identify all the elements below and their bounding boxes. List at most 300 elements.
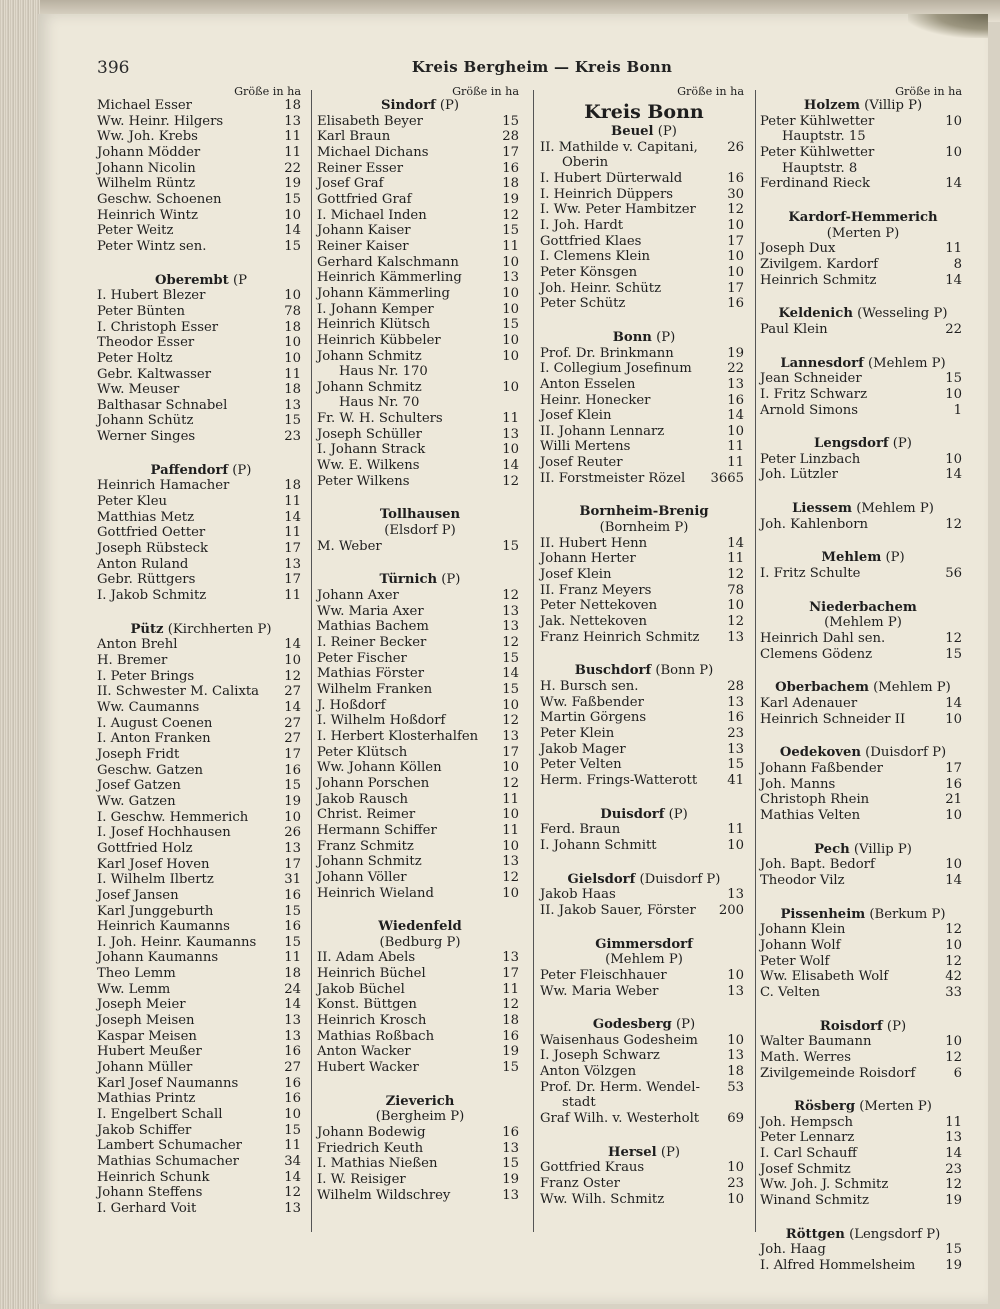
owner-name: Theodor Esser: [97, 335, 195, 351]
owner-name: Joseph Fridt: [97, 746, 180, 762]
place-parish: (P): [671, 1017, 696, 1033]
area-ha: 13: [284, 113, 301, 129]
owner-name: Jakob Schiffer: [97, 1122, 192, 1138]
area-ha: 19: [727, 345, 744, 361]
owner-row: [317, 854, 523, 870]
owner-row: [97, 208, 305, 224]
owner-row: [97, 98, 305, 114]
owner-row: [540, 155, 748, 171]
owner-name: Hermann Schiffer: [317, 822, 437, 838]
owner-row: [97, 637, 305, 653]
place-block: [540, 124, 748, 312]
owner-row: [97, 935, 305, 951]
place-heading-rosberg: [760, 1099, 966, 1115]
area-ha: 19: [284, 793, 301, 809]
owner-name: Karl Josef Naumanns: [97, 1075, 239, 1091]
owner-row: [540, 265, 748, 281]
owner-name: Christ. Reimer: [317, 807, 416, 823]
owner-name: Joseph Meisen: [97, 1013, 195, 1029]
area-ha: 10: [727, 1191, 744, 1207]
owner-row: [317, 427, 523, 443]
owner-name: Zivilgemeinde Roisdorf: [760, 1065, 916, 1081]
area-ha: 16: [284, 762, 301, 778]
owner-name: Johann Axer: [317, 588, 399, 604]
owner-name: Heinrich Klütsch: [317, 317, 431, 333]
area-ha: 13: [502, 1140, 519, 1156]
area-ha: 13: [502, 603, 519, 619]
area-ha: 10: [502, 760, 519, 776]
area-ha: 24: [284, 981, 301, 997]
area-ha: 11: [284, 950, 301, 966]
owner-row: [97, 161, 305, 177]
place-block: [540, 1017, 748, 1127]
owner-row: [540, 1095, 748, 1111]
owner-name: Reiner Esser: [317, 160, 404, 176]
owner-row: [317, 474, 523, 490]
owner-row: [97, 888, 305, 904]
owner-row: [317, 1156, 523, 1172]
owner-name: I. Gerhard Voit: [97, 1200, 197, 1216]
owner-row: [760, 696, 966, 712]
owner-row: [97, 367, 305, 383]
owner-name: I. Josef Hochhausen: [97, 825, 231, 841]
owner-row: [97, 494, 305, 510]
owner-name: Arnold Simons: [760, 402, 859, 418]
owner-name: I. Clemens Klein: [540, 249, 651, 265]
area-ha: 17: [284, 541, 301, 557]
owner-name: Josef Klein: [540, 567, 612, 583]
owner-row: [97, 398, 305, 414]
owner-name: Hauptstr. 8: [782, 160, 858, 176]
owner-name: Anton Brehl: [97, 637, 178, 653]
area-ha: 13: [502, 426, 519, 442]
area-ha: 27: [284, 715, 301, 731]
place-block: [760, 680, 966, 727]
area-ha: 17: [727, 233, 744, 249]
area-ha: 13: [284, 840, 301, 856]
owner-row: [317, 380, 523, 396]
area-ha: 15: [945, 371, 962, 387]
owner-row: [317, 539, 523, 555]
area-ha: 13: [945, 1130, 962, 1146]
place-parish: (Elsdorf P): [384, 523, 456, 539]
area-ha: 10: [945, 1034, 962, 1050]
area-ha: 16: [284, 1044, 301, 1060]
owner-row: [97, 904, 305, 920]
book-page-edges: [0, 0, 40, 1309]
area-ha: 42: [945, 969, 962, 985]
owner-row: [317, 1060, 523, 1076]
owner-name: Balthasar Schnabel: [97, 397, 228, 413]
area-ha: 23: [727, 725, 744, 741]
area-ha: 12: [727, 614, 744, 630]
owner-row: [540, 281, 748, 297]
owner-row: [317, 349, 523, 365]
area-ha: 10: [945, 857, 962, 873]
owner-row: [540, 726, 748, 742]
area-ha: 13: [727, 741, 744, 757]
owner-name: Johann Bodewig: [317, 1125, 426, 1141]
owner-name: Peter Kühlwetter: [760, 144, 875, 160]
place-block: [97, 463, 305, 604]
area-ha: 11: [284, 494, 301, 510]
owner-row: [760, 1258, 966, 1274]
place-heading-bornheim-brenig: [540, 504, 748, 520]
owner-row: [540, 583, 748, 599]
owner-name: Reiner Kaiser: [317, 238, 409, 254]
owner-row: [760, 954, 966, 970]
place-heading-putz: [97, 622, 305, 638]
owner-row: [317, 395, 523, 411]
owner-name: Ferdinand Rieck: [760, 176, 871, 192]
area-ha: 10: [945, 807, 962, 823]
owner-name: I. W. Reisiger: [317, 1172, 406, 1187]
owner-row: [760, 777, 966, 793]
owner-row: [540, 171, 748, 187]
area-ha: 15: [502, 223, 519, 239]
owner-name: Johann Faßbender: [760, 761, 883, 776]
place-parish: (P): [888, 436, 912, 452]
owner-name: Heinrich Krosch: [317, 1013, 427, 1029]
owner-name: Oberin: [562, 155, 609, 171]
owner-name: II. Johann Lennarz: [540, 423, 665, 439]
area-ha: 17: [284, 572, 301, 588]
owner-name: Peter Nettekoven: [540, 598, 658, 614]
area-ha: 10: [945, 113, 962, 129]
owner-name: Gebr. Kaltwasser: [97, 366, 212, 382]
place-name: Pissenheim: [780, 906, 866, 922]
owner-row: [760, 1050, 966, 1066]
owner-name: Joh. Hempsch: [760, 1114, 854, 1130]
owner-row: [317, 1029, 523, 1045]
owner-row: [317, 1141, 523, 1157]
area-ha: 69: [727, 1111, 744, 1127]
owner-row: [760, 1115, 966, 1131]
owner-row: [97, 541, 305, 557]
owner-name: Johann Nicolin: [97, 160, 196, 176]
owner-name: I. Ww. Peter Hambitzer: [540, 202, 696, 218]
owner-name: Josef Gatzen: [97, 778, 181, 794]
place-name: Lannesdorf: [780, 355, 864, 371]
owner-row: [540, 567, 748, 583]
place-heading-roisdorf: [760, 1019, 966, 1035]
place-heading-lengsdorf: [760, 436, 966, 452]
place-block: [760, 550, 966, 581]
owner-name: Elisabeth Beyer: [317, 113, 423, 129]
owner-row: [540, 455, 748, 471]
owner-row: [317, 776, 523, 792]
owner-name: I. August Coenen: [97, 715, 213, 731]
area-ha: 16: [727, 170, 744, 186]
area-ha: 18: [727, 1064, 744, 1080]
owner-row: [317, 839, 523, 855]
place-heading-niederbachem: [760, 600, 966, 616]
place-heading-liessem: [760, 501, 966, 517]
owner-name: Mathias Velten: [760, 807, 861, 823]
area-ha: 28: [502, 129, 519, 145]
owner-row: [540, 536, 748, 552]
area-ha: 3665: [710, 470, 744, 486]
area-ha: 19: [284, 176, 301, 192]
owner-name: I. Fritz Schwarz: [760, 386, 868, 402]
owner-row: [97, 1091, 305, 1107]
owner-row: [317, 161, 523, 177]
owner-row: [760, 808, 966, 824]
area-ha: 16: [284, 919, 301, 935]
owner-name: Heinrich Dahl sen.: [760, 631, 886, 647]
owner-name: Lambert Schumacher: [97, 1138, 242, 1154]
owner-row: [760, 1146, 966, 1162]
owner-name: Ww. Maria Axer: [317, 603, 424, 619]
owner-name: Martin Görgens: [540, 710, 647, 726]
area-ha: 14: [284, 699, 301, 715]
owner-row: [540, 773, 748, 789]
area-ha: 17: [945, 761, 962, 776]
owner-row: [760, 969, 966, 985]
owner-name: Ww. Gatzen: [97, 793, 176, 809]
place-name: Holzem: [803, 98, 860, 113]
owner-row: [760, 467, 966, 483]
area-ha: 1: [953, 402, 962, 418]
area-ha: 10: [502, 301, 519, 317]
area-ha: 11: [284, 1138, 301, 1154]
area-ha: 12: [284, 668, 301, 684]
owner-row: [760, 161, 966, 177]
owner-name: Ww. Lemm: [97, 981, 171, 997]
owner-row: [97, 351, 305, 367]
owner-row: [317, 1172, 523, 1188]
place-heading-paffendorf: [97, 463, 305, 479]
area-ha: 19: [945, 1193, 962, 1209]
owner-row: [760, 517, 966, 533]
area-ha: 12: [945, 1049, 962, 1065]
owner-name: Willi Mertens: [540, 439, 631, 455]
owner-name: I. Geschw. Hemmerich: [97, 809, 249, 825]
owner-name: Joh. Manns: [760, 776, 836, 792]
owner-row: [317, 807, 523, 823]
owner-name: Hauptstr. 15: [782, 129, 866, 145]
area-ha: 78: [284, 303, 301, 319]
owner-row: [317, 1044, 523, 1060]
area-ha: 78: [727, 582, 744, 598]
area-ha: 14: [945, 1146, 962, 1162]
owner-row: [97, 841, 305, 857]
area-ha: 22: [727, 361, 744, 377]
owner-row: [97, 176, 305, 192]
area-ha: 10: [945, 711, 962, 727]
area-ha: 10: [502, 838, 519, 854]
place-name: Godesberg: [592, 1017, 672, 1033]
area-ha: 11: [502, 791, 519, 807]
place-block: [540, 937, 748, 1000]
owner-name: Ww. Joh. J. Schmitz: [760, 1177, 889, 1193]
owner-row: [97, 716, 305, 732]
area-ha: 11: [727, 822, 744, 838]
owner-name: Anton Ruland: [97, 556, 189, 572]
owner-row: [540, 598, 748, 614]
owner-name: I. Mathias Nießen: [317, 1156, 438, 1172]
owner-name: Gottfried Holz: [97, 840, 193, 856]
owner-row: [760, 712, 966, 728]
owner-name: I. Collegium Josefinum: [540, 361, 692, 377]
place-parish: (P): [435, 98, 460, 113]
area-ha: 16: [727, 296, 744, 312]
owner-name: II. Forstmeister Rözel: [540, 470, 686, 486]
owner-row: [540, 1160, 748, 1176]
place-heading-buschdorf: [540, 663, 748, 679]
owner-name: Heinrich Büchel: [317, 966, 426, 982]
place-name: Wiedenfeld: [378, 919, 462, 935]
place-block: [540, 872, 748, 919]
owner-name: Johann Schütz: [97, 413, 194, 429]
owner-row: [97, 335, 305, 351]
owner-row: [760, 452, 966, 468]
worn-corner: [908, 14, 988, 38]
place-name: Pütz: [130, 621, 164, 637]
owner-row: [317, 270, 523, 286]
owner-row: [317, 317, 523, 333]
place-heading-beuel: [540, 124, 748, 140]
owner-name: Joh. Haag: [760, 1242, 826, 1258]
owner-name: I. Hubert Blezer: [97, 288, 206, 304]
place-parish: (Berkum P): [865, 906, 946, 922]
owner-name: Wilhelm Rüntz: [97, 176, 196, 192]
owner-name: II. Mathilde v. Capitani,: [540, 139, 698, 155]
owner-row: [540, 377, 748, 393]
area-ha: 12: [945, 953, 962, 969]
owner-name: Jak. Nettekoven: [540, 614, 647, 630]
area-ha: 14: [284, 1169, 301, 1185]
area-ha: 16: [727, 392, 744, 408]
owner-name: I. Johann Kemper: [317, 301, 434, 317]
owner-name: I. Jakob Schmitz: [97, 588, 207, 604]
area-ha: 15: [502, 538, 519, 554]
owner-row: [540, 439, 748, 455]
area-ha: 56: [945, 566, 962, 582]
owner-name: Johann Wolf: [760, 937, 841, 953]
owner-row: [317, 239, 523, 255]
owner-row: [97, 572, 305, 588]
owner-row: [97, 239, 305, 255]
place-parish: (P): [664, 806, 688, 822]
area-ha: 10: [727, 967, 744, 983]
owner-name: Heinrich Kübbeler: [317, 332, 441, 348]
place-heading-lannesdorf: [760, 356, 966, 372]
owner-row: [760, 371, 966, 387]
area-ha: 11: [502, 822, 519, 838]
owner-row: [97, 731, 305, 747]
area-ha: 10: [502, 379, 519, 395]
owner-name: II. Hubert Henn: [540, 535, 648, 551]
area-ha: 12: [945, 631, 962, 647]
owner-row: [317, 886, 523, 902]
area-ha: 13: [284, 556, 301, 572]
owner-name: Konst. Büttgen: [317, 997, 417, 1013]
owner-name: Peter Klein: [540, 725, 615, 741]
owner-row: [317, 651, 523, 667]
area-ha: 12: [502, 588, 519, 604]
area-ha: 10: [945, 386, 962, 402]
area-ha: 15: [284, 1122, 301, 1138]
area-ha: 11: [727, 439, 744, 455]
area-ha: 15: [284, 934, 301, 950]
place-block: [760, 210, 966, 288]
owner-row: [540, 393, 748, 409]
area-ha: 15: [945, 646, 962, 662]
place-block: [540, 504, 748, 645]
area-ha: 15: [502, 113, 519, 129]
owner-row: [540, 1192, 748, 1208]
area-ha: 15: [284, 191, 301, 207]
owner-name: Peter Fleischhauer: [540, 967, 667, 983]
area-ha: 18: [284, 98, 301, 113]
area-ha: 15: [502, 650, 519, 666]
owner-row: [97, 525, 305, 541]
area-ha: 12: [502, 775, 519, 791]
area-ha: 19: [502, 1044, 519, 1060]
owner-row: [97, 997, 305, 1013]
owner-row: [97, 304, 305, 320]
owner-name: Peter Könsgen: [540, 264, 638, 280]
owner-name: Ww. Johann Köllen: [317, 760, 442, 776]
owner-row: [317, 1013, 523, 1029]
place-name: Duisdorf: [600, 806, 665, 822]
owner-name: Johann Herter: [540, 551, 636, 567]
owner-name: stadt: [562, 1095, 596, 1111]
owner-row: [97, 1170, 305, 1186]
place-name: Bornheim-Brenig: [579, 504, 709, 520]
owner-row: [317, 588, 523, 604]
owner-row: [317, 302, 523, 318]
area-ha: 19: [945, 1258, 962, 1274]
owner-name: Mathias Schumacher: [97, 1154, 239, 1169]
place-parish: (P): [881, 550, 905, 566]
area-ha: 18: [502, 1013, 519, 1029]
place-parish: (Mehlem P): [852, 501, 934, 517]
column-3: [540, 86, 748, 1207]
owner-name: Waisenhaus Godesheim: [540, 1032, 698, 1048]
owner-name: I. Herbert Klosterhalfen: [317, 728, 479, 744]
area-ha: 13: [727, 1048, 744, 1064]
owner-name: Anton Esselen: [540, 376, 636, 392]
area-ha: 12: [502, 997, 519, 1013]
owner-row: [760, 273, 966, 289]
owner-name: Haus Nr. 70: [339, 395, 420, 411]
owner-row: [97, 320, 305, 336]
owner-name: Peter Lennarz: [760, 1130, 855, 1146]
place-block: [317, 1094, 523, 1204]
owner-row: [317, 1188, 523, 1204]
owner-name: Joh. Bapt. Bedorf: [760, 857, 875, 873]
place-heading-gielsdorf: [540, 872, 748, 888]
place-parish: (Merten P): [826, 225, 900, 241]
owner-name: Jean Schneider: [760, 371, 862, 387]
place-block: [760, 1227, 966, 1274]
place-name: Oberbachem: [775, 680, 869, 696]
owner-name: Peter Wolf: [760, 953, 830, 969]
place-parish: (Mehlem P): [868, 680, 951, 696]
owner-name: Johann Schmitz: [317, 379, 422, 395]
place-block: [317, 919, 523, 1076]
area-ha: 17: [502, 144, 519, 160]
area-ha: 13: [727, 983, 744, 999]
place-parish: (Wesseling P): [852, 306, 948, 322]
owner-name: Jakob Rausch: [317, 791, 408, 807]
owner-name: Paul Klein: [760, 321, 828, 337]
area-ha: 10: [727, 837, 744, 853]
area-ha: 13: [284, 1013, 301, 1029]
area-ha: 16: [945, 776, 962, 792]
